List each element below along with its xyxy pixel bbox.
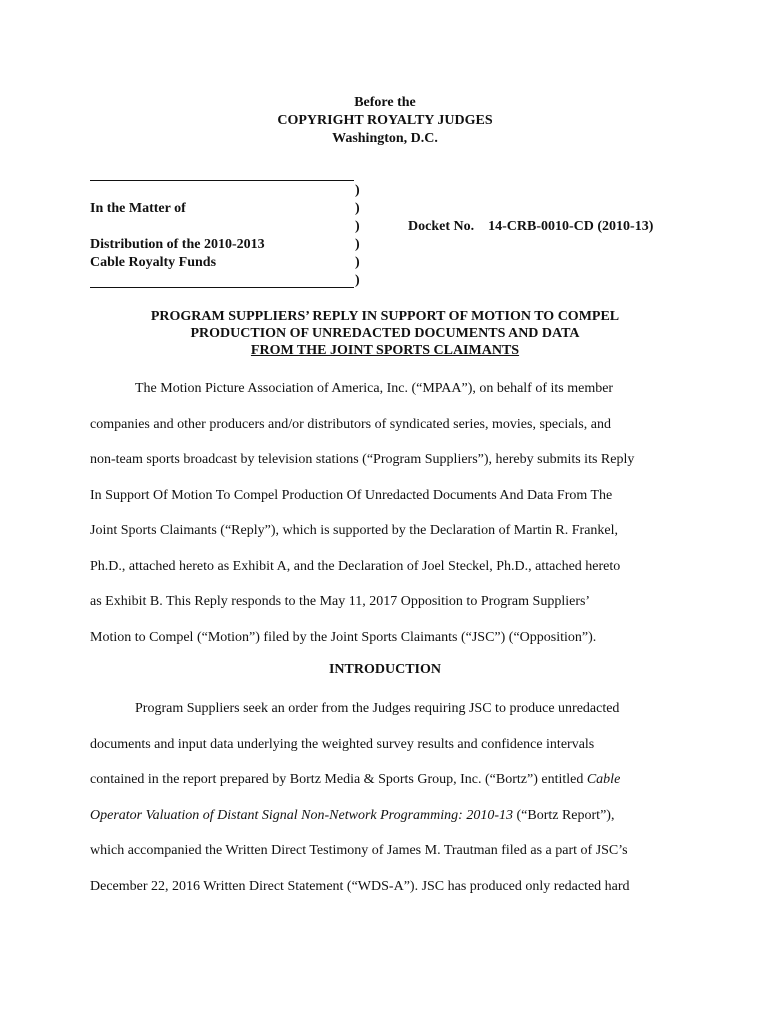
report-title-italic: Cable: [586, 772, 621, 787]
body-line: non-team sports broadcast by television stations (“Program Suppliers”), hereby submits its Reply: [90, 452, 635, 467]
header-location: Washington, D.C.: [332, 131, 438, 146]
caption-paren: ): [355, 201, 360, 216]
caption-proceeding-line1: Distribution of the 2010-2013: [90, 237, 265, 252]
body-line: [90, 798, 680, 834]
body-text-run: (“Bortz Report”),: [512, 807, 615, 823]
caption-bottom-rule: [90, 287, 354, 288]
caption-paren: ): [355, 273, 360, 288]
document-title: [0, 308, 770, 359]
docket-info: [408, 218, 653, 236]
header-court-name: COPYRIGHT ROYALTY JUDGES: [277, 113, 493, 128]
body-line: In Support Of Motion To Compel Production Of Unredacted Documents And Data From The: [90, 487, 613, 503]
caption-paren: ): [355, 255, 360, 270]
header-before-the: Before the: [354, 95, 416, 110]
court-header: [0, 94, 770, 148]
caption-paren: ): [355, 183, 360, 198]
caption-paren: ): [355, 219, 360, 234]
caption-paren: ): [355, 237, 360, 252]
body-line: The Motion Picture Association of America, Inc. (“MPAA”), on behalf of its member: [135, 381, 614, 396]
body-line: Ph.D., attached hereto as Exhibit A, and the Declaration of Joel Steckel, Ph.D., attached hereto: [90, 558, 621, 574]
caption-parentheses: [355, 182, 360, 290]
report-title-italic: Operator Valuation of Distant Signal Non-Network Programming: 2010-13: [90, 807, 513, 823]
title-line-1: PROGRAM SUPPLIERS’ REPLY IN SUPPORT OF MOTION TO COMPEL: [150, 309, 620, 324]
body-line: Joint Sports Claimants (“Reply”), which is supported by the Declaration of Martin R. Frankel,: [90, 523, 619, 538]
body-line: Motion to Compel (“Motion”) filed by the Joint Sports Claimants (“JSC”) (“Opposition”).: [90, 629, 597, 645]
body-line: which accompanied the Written Direct Testimony of James M. Trautman filed as a part of JSC’s: [90, 843, 628, 858]
paragraph-introduction: [90, 691, 680, 904]
body-line: documents and input data underlying the weighted survey results and confidence intervals: [90, 736, 595, 752]
title-line-2: PRODUCTION OF UNREDACTED DOCUMENTS AND DATA: [190, 326, 580, 341]
paragraph-opening: [90, 371, 680, 655]
body-line: companies and other producers and/or distributors of syndicated series, movies, specials, and: [90, 416, 611, 432]
docket-number: 14-CRB-0010-CD (2010-13): [488, 219, 654, 234]
body-line: December 22, 2016 Written Direct Statement (“WDS-A”). JSC has produced only redacted hard: [90, 878, 630, 894]
case-caption: [90, 200, 265, 272]
docket-label: Docket No.: [408, 219, 475, 234]
caption-top-rule: [90, 180, 354, 181]
caption-proceeding-line2: Cable Royalty Funds: [90, 255, 217, 270]
body-line: as Exhibit B. This Reply responds to the May 11, 2017 Opposition to Program Suppliers’: [90, 594, 591, 609]
body-line: [90, 762, 680, 798]
section-heading-introduction: INTRODUCTION: [328, 662, 441, 677]
body-line: Program Suppliers seek an order from the Judges requiring JSC to produce unredacted: [135, 701, 620, 716]
caption-matter: In the Matter of: [90, 201, 186, 216]
body-text-run: contained in the report prepared by Bortz Media & Sports Group, Inc. (“Bortz”) entitled: [90, 772, 587, 787]
title-line-3: FROM THE JOINT SPORTS CLAIMANTS: [250, 343, 520, 358]
